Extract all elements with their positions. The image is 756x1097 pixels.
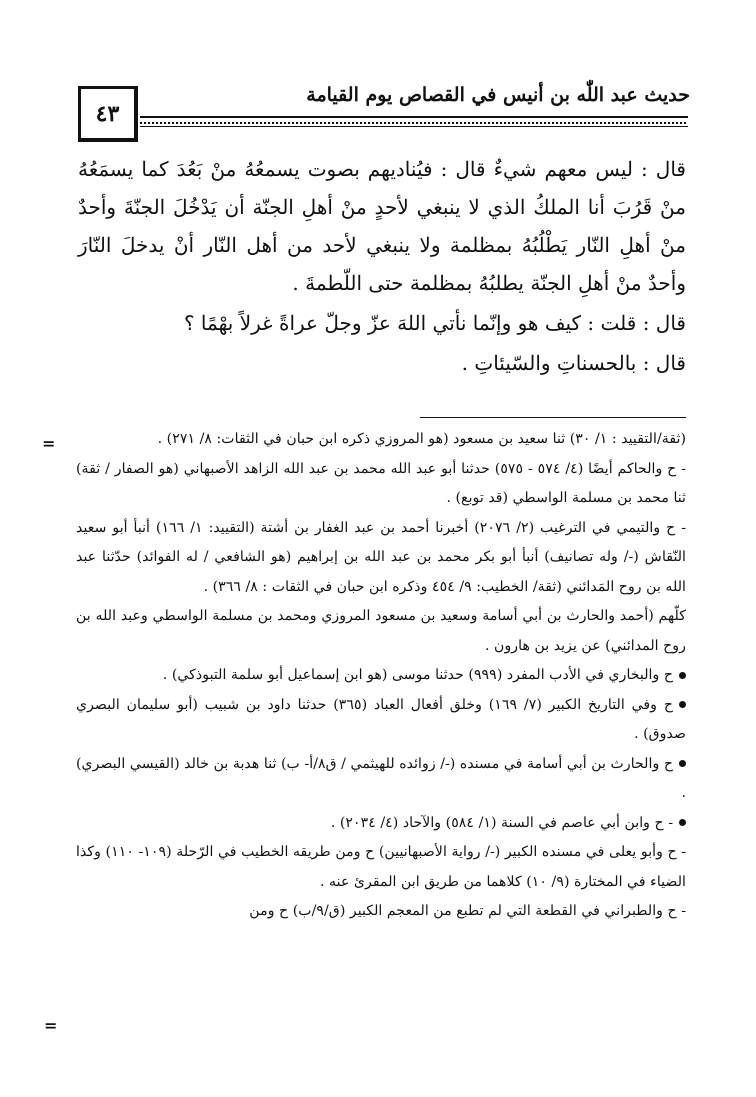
footnote-text: - ح وأبو يعلى في مسنده الكبير (-/ رواية الأصبهانيين) ح ومن طريقه الخطيب في الرّحلة (١٠٩- ١١٠) وكذا الضياء في المختارة (٩/ ١٠) كلاهما من طريق ابن المقرئ عنه . — [76, 844, 686, 890]
main-text — [78, 150, 686, 384]
bullet-icon — [679, 672, 686, 679]
bullet-icon — [679, 701, 686, 708]
footnote-line — [76, 514, 686, 603]
footnote-line — [76, 838, 686, 897]
footnote-line — [76, 602, 686, 661]
footnote-text: - ح والتيمي في الترغيب (٢/ ٢٠٧٦) أخبرنا أحمد بن عبد الغفار بن أشتة (التقييد: ١/ ١٦٦) أنبأ أبو سعيد النّقاش (-/ وله تصانيف) أنبأ أبو بكر محمد بن عبد الله بن إبراهيم (هو الشافعي / له الفوائد) حدّثنا عبد الله بن روح المَدائني (ثقة/ الخطيب: ٩/ ٤٥٤ وذكره ابن حبان في الثقات : ٨/ ٣٦٦) . — [76, 519, 686, 595]
footnote-line — [76, 425, 686, 455]
footnote-line — [76, 809, 686, 839]
header-rule-thin — [140, 126, 688, 127]
margin-mark: = — [44, 1016, 58, 1035]
bullet-icon — [679, 760, 686, 767]
footnote-text: ح وفي التاريخ الكبير (٧/ ١٦٩) وخلق أفعال العباد (٣٦٥) حدثنا داود بن شبيب (أبو سليمان البصري صدوق) . — [76, 696, 686, 742]
footnote-text: (ثقة/التقييد : ١/ ٣٠) ثنا سعيد بن مسعود (هو المروزي ذكره ابن حبان في الثقات: ٨/ ٢٧١) . — [157, 431, 686, 447]
main-paragraph: قال : ليس معهم شيءٌ قال : فيُناديهم بصوت يسمعُهُ منْ بَعُدَ كما يسمَعُهُ منْ قَرُبَ أنا الملكُ الذي لا ينبغي لأحدٍ منْ أهلِ الجنّة أن يَدْخُلَ الجنّةَ وأحدٌ منْ أهلِ النّار يَطْلُبُهُ بمظلمة ولا ينبغي لأحد من أهل النّار أنْ يدخلَ النّارَ وأحدٌ منْ أهلِ الجنّة يطلبُهُ بمظلمة حتى اللّطمةَ . — [78, 157, 686, 295]
footnote-text: ح والحارث بن أبي أسامة في مسنده (-/ زوائده للهيثمي / ق٨/أ- ب) ثنا هدبة بن خالد (القيسي البصري) . — [76, 755, 686, 801]
margin-mark: = — [42, 434, 56, 453]
footnote-line — [76, 691, 686, 750]
footnote-text: - ح والحاكم أيضًا (٤/ ٥٧٤ - ٥٧٥) حدثنا أبو عبد الله محمد بن عبد الله الزاهد الأصبهاني (هو الصفار / ثقة) ثنا محمد بن مسلمة الواسطي (قد توبع) . — [76, 460, 686, 506]
footnote-line — [76, 455, 686, 514]
footnote-line — [76, 661, 686, 691]
footnote-text: - ح والطبراني في القطعة التي لم تطبع من المعجم الكبير (ق/٩/ب) ح ومن — [249, 903, 686, 919]
footnote-text: - ح وابن أبي عاصم في السنة (١/ ٥٨٤) والآحاد (٤/ ٢٠٣٤) . — [330, 814, 673, 831]
bullet-icon — [679, 819, 686, 826]
main-paragraph: قال : قلت : كيف هو وإنّما نأتي اللهَ عزّ وجلّ عراةً غرلاً بهْمًا ؟ — [183, 311, 686, 335]
page-number-box — [78, 86, 138, 142]
running-header-title: حديث عبد اللّٰه بن أنيس في القصاص يوم القيامة — [306, 84, 690, 106]
header-rule — [140, 116, 688, 124]
page-number: ٤٣ — [95, 100, 120, 127]
footnote-text: كلّهم (أحمد والحارث بن أبي أسامة وسعيد بن مسعود المروزي ومحمد بن مسلمة الواسطي وعبد الله بن روح المدائني) عن يزيد بن هارون . — [76, 608, 686, 654]
footnotes — [76, 425, 686, 927]
main-paragraph: قال : بالحسناتِ والسّيئاتِ . — [461, 351, 686, 375]
footnote-text: ح والبخاري في الأدب المفرد (٩٩٩) حدثنا موسى (هو ابن إسماعيل أبو سلمة التبوذكي) . — [162, 667, 673, 683]
footnote-line — [76, 897, 686, 927]
footnote-line — [76, 750, 686, 809]
footnote-separator — [420, 417, 686, 418]
